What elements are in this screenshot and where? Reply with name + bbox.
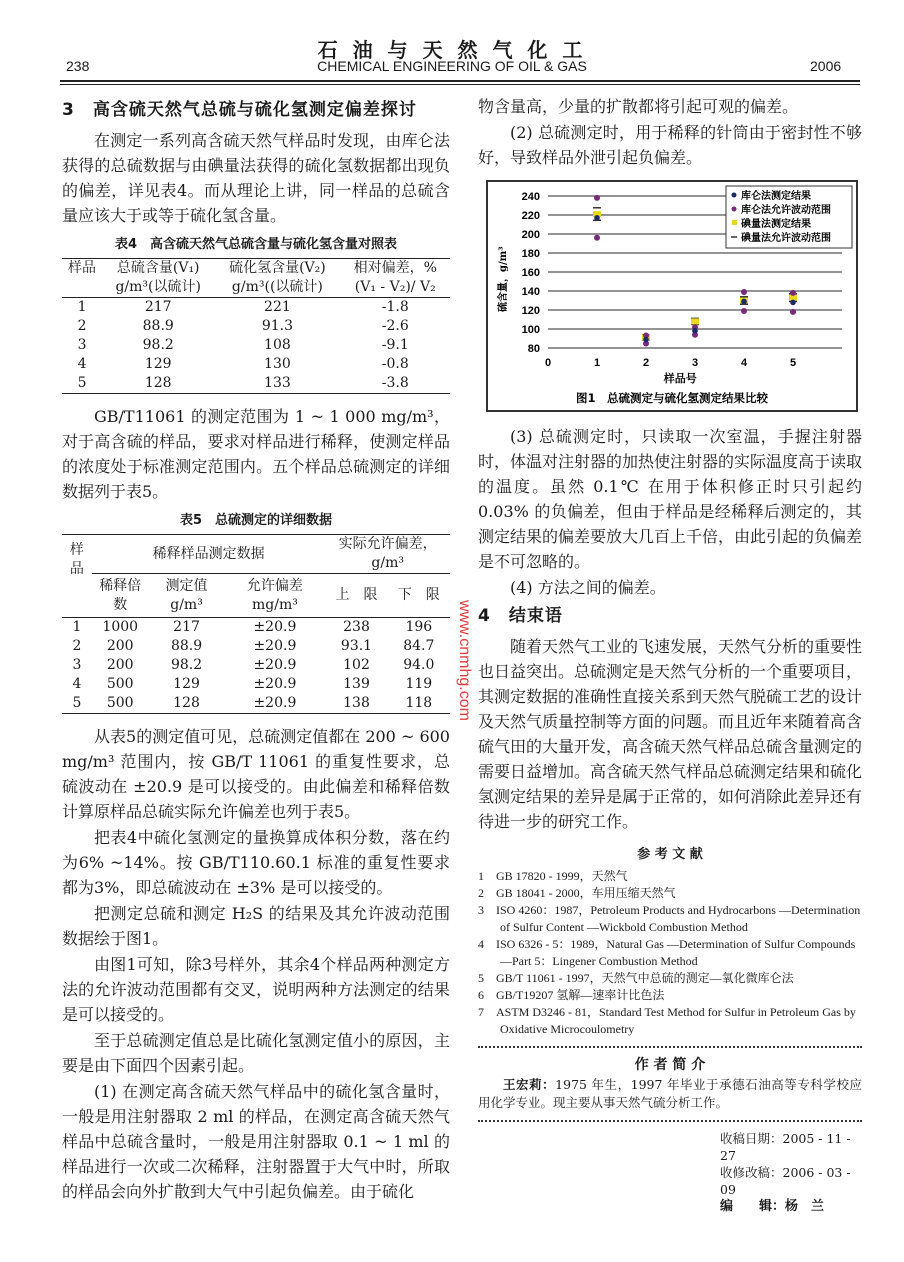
x-tick-label: 2 bbox=[642, 357, 650, 369]
references-list bbox=[478, 868, 862, 1038]
header-rule bbox=[60, 84, 860, 85]
table-cell: 217 bbox=[173, 619, 200, 635]
coulometric-range-point bbox=[741, 308, 747, 314]
watermark: www.cnmhg.com bbox=[456, 600, 473, 721]
table-cell: 3 bbox=[72, 657, 82, 673]
table-title: 表5 总硫测定的详细数据 bbox=[179, 513, 333, 528]
table-cell: 133 bbox=[264, 375, 291, 391]
dates-block bbox=[720, 1130, 862, 1215]
table-cell: 4 bbox=[77, 356, 87, 372]
table-cell: 102 bbox=[343, 657, 370, 673]
chart-title: 图1 总硫测定与硫化氢测定结果比较 bbox=[576, 391, 768, 405]
table-cell: 221 bbox=[214, 298, 340, 318]
reference-item: 1 GB 17820 - 1999，天然气 bbox=[478, 869, 628, 883]
table-cell: -0.8 bbox=[381, 356, 409, 372]
th: 稀释倍数 bbox=[99, 577, 142, 613]
table-cell: 1 bbox=[72, 619, 82, 635]
legend-label: 库仑法允许波动范围 bbox=[741, 205, 831, 216]
table-cell: 94.0 bbox=[403, 657, 435, 673]
revised-date: 收修改稿：2006 - 03 - 09 bbox=[720, 1165, 851, 1197]
table-4 bbox=[62, 258, 450, 394]
editor: 编 辑：杨 兰 bbox=[720, 1199, 825, 1214]
y-tick-label: 120 bbox=[521, 305, 540, 317]
table-cell: ±20.9 bbox=[253, 676, 297, 692]
coulometric-range-point bbox=[790, 309, 796, 315]
table-row bbox=[62, 317, 450, 336]
table-cell: 98.2 bbox=[142, 337, 174, 353]
th: 相对偏差，% bbox=[353, 260, 437, 276]
table-cell: 130 bbox=[264, 356, 291, 372]
y-tick-label: 100 bbox=[521, 324, 540, 336]
table-cell: 200 bbox=[106, 657, 134, 673]
table-5 bbox=[62, 534, 450, 714]
th: 下 限 bbox=[397, 587, 440, 603]
th: 实际允许偏差，g/m³ bbox=[325, 535, 450, 574]
y-tick-label: 160 bbox=[521, 267, 540, 279]
table-cell: 3 bbox=[77, 337, 87, 353]
figure-1-chart bbox=[486, 180, 858, 412]
paragraph: (4) 方法之间的偏差。 bbox=[510, 578, 666, 597]
th: g/m³(以硫计) bbox=[115, 279, 201, 295]
table-cell: 129 bbox=[144, 356, 172, 372]
y-tick-label: 180 bbox=[521, 248, 540, 260]
reference-item: 7 ASTM D3246 - 81，Standard Test Method for Sulfur in Petroleum Gas by Oxidative Microcoulometry bbox=[478, 1005, 856, 1036]
th: 样品 bbox=[68, 260, 97, 276]
section-heading: 3 高含硫天然气总硫与硫化氢测定偏差探讨 bbox=[62, 100, 417, 120]
table-cell: 108 bbox=[264, 337, 291, 353]
legend-marker bbox=[732, 220, 737, 225]
paragraph: 把表4中硫化氢测定的量换算成体积分数，落在约为6% ~14%。按 GB/T110.60.1 标准的重复性要求都为3%，即总硫波动在 ±3% 是可以接受的。 bbox=[62, 828, 450, 897]
paragraph: (3) 总硫测定时，只读取一次室温，手握注射器时，体温对注射器的加热使注射器的实际温度高于读取的温度。虽然 0.1℃ 在用于体积修正时只引起约 0.03% 的负偏差，但由于样品是经稀释后测定的，其测定结果的偏差要放大几百上千倍，由此引起的负偏差是不可忽略的。 bbox=[478, 427, 863, 571]
paragraph: 随着天然气工业的飞速发展，天然气分析的重要性也日益突出。总硫测定是天然气分析的一个重要项目，其测定数据的准确性直接关系到天然气脱硫工艺的设计及天然气质量控制等方面的问题。而且近年来随着高含硫气田的大量开发，高含硫天然气样品总硫含量测定的需要日益增加。高含硫天然气样品总硫测定结果和硫化氢测定结果的差异是属于正常的，如何消除此差异还有待进一步的研究工作。 bbox=[478, 637, 863, 831]
reference-item: 5 GB/T 11061 - 1997，天然气中总硫的测定—氧化微库仑法 bbox=[478, 971, 794, 985]
table-cell: ±20.9 bbox=[253, 657, 297, 673]
table-title: 表4 高含硫天然气总硫含量与硫化氢含量对照表 bbox=[114, 237, 398, 252]
table-cell: 91.3 bbox=[261, 318, 293, 334]
table-row bbox=[62, 656, 450, 675]
table-cell: 129 bbox=[173, 676, 200, 692]
y-tick-label: 220 bbox=[521, 210, 540, 222]
author-title: 作 者 简 介 bbox=[634, 1057, 706, 1073]
reference-item: 2 GB 18041 - 2000，车用压缩天然气 bbox=[478, 886, 676, 900]
th: 允许偏差 mg/m³ bbox=[246, 577, 303, 613]
table-cell: ±20.9 bbox=[253, 638, 297, 654]
bio-text: 1975 年生，1997 年毕业于承德石油高等专科学校应用化学专业。现主要从事天然气硫分析工作。 bbox=[478, 1077, 862, 1110]
y-tick-label: 140 bbox=[521, 286, 540, 298]
table-cell: 238 bbox=[343, 619, 370, 635]
th bbox=[62, 278, 102, 298]
th: 样品 bbox=[69, 542, 84, 577]
th: 总硫含量(V₁) bbox=[116, 260, 200, 276]
table-cell: 88.9 bbox=[142, 318, 174, 334]
coulometric-result-point bbox=[741, 299, 747, 305]
table-cell: 138 bbox=[343, 695, 370, 711]
table-cell: -3.8 bbox=[381, 375, 409, 391]
legend-label: 碘量法测定结果 bbox=[741, 219, 811, 230]
table-cell: 500 bbox=[106, 695, 134, 711]
right-column bbox=[478, 94, 862, 1215]
table-cell: 118 bbox=[405, 695, 433, 711]
coulometric-result-point bbox=[692, 328, 698, 334]
x-tick-label: 4 bbox=[740, 357, 748, 369]
legend-label: 碘量法允许波动范围 bbox=[741, 233, 831, 244]
table-cell: 1 bbox=[62, 298, 102, 318]
paragraph: (2) 总硫测定时，用于稀释的针筒由于密封性不够好，导致样品外泄引起负偏差。 bbox=[478, 123, 862, 167]
table-cell: 84.7 bbox=[403, 638, 435, 654]
table-cell: 500 bbox=[106, 676, 134, 692]
th: 测定值 g/m³ bbox=[165, 577, 208, 613]
x-tick-label: 5 bbox=[789, 357, 797, 369]
table-row bbox=[62, 675, 450, 694]
header-rule bbox=[60, 80, 860, 82]
coulometric-range-point bbox=[594, 235, 600, 241]
references-title: 参 考 文 献 bbox=[637, 847, 703, 862]
y-tick-label: 80 bbox=[527, 343, 540, 355]
table-cell: -2.6 bbox=[381, 318, 409, 334]
journal-subtitle: CHEMICAL ENGINEERING OF OIL & GAS bbox=[317, 58, 587, 74]
paragraph: GB/T11061 的测定范围为 1 ~ 1 000 mg/m³，对于高含硫的样品，要求对样品进行稀释，使测定样品的浓度处于标准测定范围内。五个样品总硫测定的详细数据列于表5。 bbox=[62, 407, 450, 501]
iodine-result-point bbox=[691, 318, 699, 324]
year: 2006 bbox=[810, 58, 842, 74]
chart-svg bbox=[488, 182, 856, 410]
table-row bbox=[62, 336, 450, 355]
th: 稀释样品测定数据 bbox=[92, 535, 326, 574]
author-name: 王宏莉： bbox=[503, 1077, 556, 1092]
coulometric-range-point bbox=[741, 289, 747, 295]
reference-item: 6 GB/T19207 氢解—速率计比色法 bbox=[478, 988, 665, 1002]
paragraph: 在测定一系列高含硫天然气样品时发现，由库仑法获得的总硫数据与由碘量法获得的硫化氢数据都出现负的偏差，详见表4。而从理论上讲，同一样品的总硫含量应该大于或等于硫化氢含量。 bbox=[62, 131, 450, 225]
author-bio bbox=[478, 1076, 862, 1112]
th: 硫化氢含量(V₂) bbox=[229, 260, 326, 276]
x-tick-label: 1 bbox=[593, 357, 601, 369]
legend-label: 库仑法测定结果 bbox=[741, 191, 811, 202]
y-tick-label: 240 bbox=[521, 191, 540, 203]
table-cell: ±20.9 bbox=[253, 695, 297, 711]
table-cell: -1.8 bbox=[341, 298, 451, 318]
y-axis-label: 硫含量，g/m³ bbox=[498, 246, 509, 312]
table-cell: 2 bbox=[72, 638, 82, 654]
table-cell: ±20.9 bbox=[253, 619, 297, 635]
paragraph: 由图1可知，除3号样外，其余4个样品两种测定方法的允许波动范围都有交叉，说明两种方法测定的结果是可以接受的。 bbox=[62, 955, 450, 1024]
table-cell: 93.1 bbox=[340, 638, 373, 654]
table-row bbox=[62, 618, 450, 638]
table-cell: 217 bbox=[102, 298, 214, 318]
paragraph: 至于总硫测定值总是比硫化氢测定值小的原因，主要是由下面四个因素引起。 bbox=[62, 1031, 450, 1075]
table-cell: 128 bbox=[144, 375, 172, 391]
table-cell: 196 bbox=[405, 619, 433, 635]
table-cell: 4 bbox=[72, 676, 82, 692]
x-tick-label: 0 bbox=[544, 357, 552, 369]
left-column bbox=[62, 94, 450, 1205]
paragraph: 从表5的测定值可见，总硫测定值都在 200 ~ 600 mg/m³ 范围内，按 GB/T 11061 的重复性要求，总硫波动在 ±20.9 是可以接受的。由此偏差和稀释倍数计算原样品总硫实际允许偏差也列于表5。 bbox=[62, 727, 450, 821]
table-cell: 119 bbox=[405, 676, 433, 692]
x-axis-label: 样品号 bbox=[663, 372, 697, 385]
table-cell: 5 bbox=[77, 375, 87, 391]
table-row bbox=[62, 694, 450, 714]
reference-item: 3 ISO 4260：1987，Petroleum Products and Hydrocarbons —Determination of Sulfur Content —Wickbold Combustion Method bbox=[478, 903, 861, 934]
table-cell: 98.2 bbox=[170, 657, 203, 673]
table-cell: 88.9 bbox=[170, 638, 203, 654]
table-cell: 5 bbox=[72, 695, 82, 711]
table-cell: 200 bbox=[106, 638, 134, 654]
paragraph: (1) 在测定高含硫天然气样品中的硫化氢含量时，一般是用注射器取 2 ml 的样品，在测定高含硫天然气样品中总硫含量时，一般是用注射器取 0.1 ~ 1 ml 的样品进行一次或二次稀释，注射器置于大气中时，所取的样品会向外扩散到大气中引起负偏差。由于硫化 bbox=[62, 1082, 450, 1201]
divider bbox=[478, 1120, 862, 1122]
legend-marker bbox=[732, 193, 737, 198]
reference-item: 4 ISO 6326 - 5：1989，Natural Gas —Determination of Sulfur Compounds —Part 5：Lingener Combustion Method bbox=[478, 937, 856, 968]
table-cell: 2 bbox=[77, 318, 87, 334]
table-cell: 139 bbox=[343, 676, 370, 692]
y-tick-label: 200 bbox=[521, 229, 540, 241]
coulometric-result-point bbox=[594, 215, 600, 221]
coulometric-range-point bbox=[594, 195, 600, 201]
coulometric-range-point bbox=[790, 290, 796, 296]
received-date: 收稿日期：2005 - 11 - 27 bbox=[720, 1131, 851, 1163]
th: 上 限 bbox=[335, 587, 378, 603]
table-cell: 128 bbox=[173, 695, 200, 711]
table-cell: -9.1 bbox=[381, 337, 409, 353]
coulometric-result-point bbox=[643, 337, 649, 343]
th: (V₁ - V₂)/ V₂ bbox=[354, 279, 436, 295]
journal-title: 石 油 与 天 然 气 化 工 bbox=[317, 38, 587, 62]
table-cell: 1000 bbox=[102, 619, 139, 635]
x-tick-label: 3 bbox=[691, 357, 699, 369]
table-row bbox=[62, 374, 450, 394]
table-row bbox=[62, 355, 450, 374]
legend-marker bbox=[732, 207, 737, 212]
paragraph: 物含量高，少量的扩散都将引起可观的偏差。 bbox=[478, 97, 799, 116]
divider bbox=[478, 1046, 862, 1048]
table-row bbox=[62, 298, 450, 318]
paragraph: 把测定总硫和测定 H₂S 的结果及其允许波动范围数据绘于图1。 bbox=[62, 904, 450, 948]
table-row bbox=[62, 637, 450, 656]
coulometric-result-point bbox=[790, 300, 796, 306]
section-heading: 4 结束语 bbox=[478, 606, 563, 626]
th: g/m³((以硫计) bbox=[231, 279, 323, 295]
page-number: 238 bbox=[66, 58, 90, 74]
